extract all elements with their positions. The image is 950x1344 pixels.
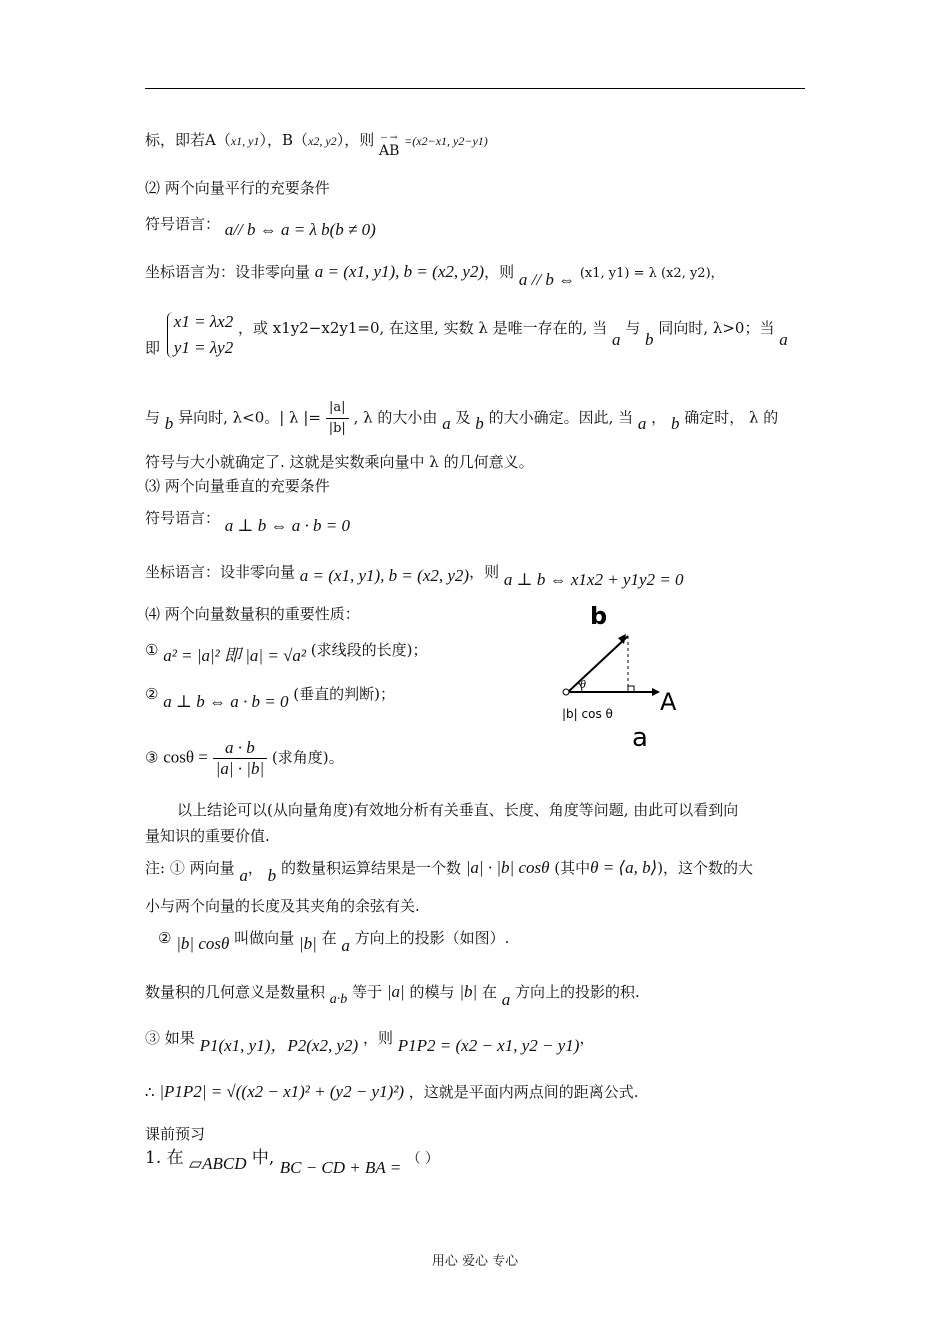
line-symbol-perp <box>145 508 351 535</box>
math: θ = ⟨a, b⟩ <box>590 858 658 877</box>
math: P1(x1, y1)，P2(x2, y2) <box>199 1036 359 1055</box>
section-4-title: ⑷ 两个向量数量积的重要性质： <box>145 605 360 623</box>
math: |P1P2| = √((x2 − x1)² + (y2 − y1)²) <box>159 1082 405 1101</box>
equation-system: x1 = λx2 y1 = λy2 <box>167 312 233 358</box>
label: 符号语言： <box>145 509 221 527</box>
label-theta: θ <box>580 677 586 691</box>
preview-heading: 课前预习 <box>145 1125 206 1143</box>
note-line-1: 注: ① 两向量 a， b 的数量积运算结果是一个数 |a| · |b| cosθ (其中θ = ⟨a, b⟩)，这个数的大 <box>145 858 754 885</box>
text: 同向时, λ>0；当 <box>658 319 775 337</box>
math: |a| · |b| cosθ <box>465 858 550 877</box>
header-rule <box>145 88 805 89</box>
text: 与 <box>625 319 641 337</box>
text: , λ 的大小由 <box>353 408 438 427</box>
property-1: ① a² = |a|² 即 |a| = √a² (求线段的长度)； <box>145 641 428 665</box>
math: |b| <box>298 934 317 953</box>
origin-point <box>563 689 569 695</box>
vector-a-arrowhead <box>652 688 660 696</box>
text: ，或 x1y2−x2y1=0, 在这里, 实数 λ 是唯一存在的, 当 <box>238 319 608 337</box>
question-1: 1. 在 ▱ABCD 中, BC − CD + BA = （ ） <box>145 1148 440 1177</box>
math: (x1, y1) = λ (x2, y2)， <box>579 266 724 281</box>
text: 与 <box>145 408 161 427</box>
label: 符号语言： <box>145 215 221 233</box>
math: a <box>341 936 350 955</box>
projection-figure <box>556 606 696 756</box>
fraction-lambda: $\frac{|a|}{|b|}$ <box>326 398 349 439</box>
line-lambda: 与 b 异向时, λ<0。| λ |= $\frac{|a|}{|b|}$ , λ 的大小由 a 及 b 的大小确定。因此, 当 a ， b 确定时， λ 的 <box>145 398 778 439</box>
line-symbol-parallel <box>145 214 376 239</box>
text: 异向时, λ<0。| λ |= <box>178 408 321 427</box>
text: ，则 <box>484 263 515 281</box>
text: ），B（ <box>259 131 309 149</box>
text: (垂直的判断)； <box>293 685 395 703</box>
distance-formula-line: ∴ |P1P2| = √((x2 − x1)² + (y2 − y1)²) ，这就是平面内两点间的距离公式. <box>145 1082 639 1101</box>
math: a// b ⇔ a = λ b(b ≠ 0) <box>224 220 376 239</box>
line-coordinate-ab <box>145 130 488 159</box>
math: P1P2 = (x2 − x1, y2 − y1) <box>397 1036 580 1055</box>
projection-line: ② |b| cosθ 叫做向量 |b| 在 a 方向上的投影（如图）. <box>158 929 510 955</box>
note-line-2: 小与两个向量的长度及其夹角的余弦有关. <box>145 897 420 915</box>
math: cosθ = <box>163 747 208 767</box>
math: |b| cosθ <box>176 934 230 953</box>
points-line: ③ 如果 P1(x1, y1)，P2(x2, y2) ，则 P1P2 = (x2 − x1, y2 − y1)， <box>145 1029 595 1055</box>
math: a ⊥ b ⇔ a · b = 0 <box>163 692 289 711</box>
fraction-cos: $\frac{a \cdot b}{|a| \cdot |b|}$ <box>213 738 267 779</box>
label: 坐标语言为：设非零向量 <box>145 263 311 281</box>
math: a² = |a|² 即 |a| = √a² <box>163 646 306 665</box>
label: 坐标语言：设非零向量 <box>145 563 296 581</box>
paragraph-line-2: 量知识的重要价值. <box>145 827 270 845</box>
section-2-title: ⑵ 两个向量平行的充要条件 <box>145 179 330 197</box>
vector-ab: -- → AB <box>378 133 400 159</box>
label-projection: |b| cos θ <box>562 707 613 721</box>
label-a: a <box>632 723 648 753</box>
text: (求线段的长度)； <box>310 641 428 659</box>
text: 即 <box>145 339 161 357</box>
property-2: ② a ⊥ b ⇔ a · b = 0 (垂直的判断)； <box>145 685 395 711</box>
math: a <box>501 990 511 1009</box>
vector-b-line <box>568 636 628 692</box>
text: ），则 <box>336 131 375 149</box>
math: a // b ⇔ <box>518 270 576 289</box>
text: 的数量积运算结果是一个数 <box>280 859 461 877</box>
paragraph-line-1: 以上结论可以(从向量角度)有效地分析有关垂直、长度、角度等问题, 由此可以看到向 <box>177 801 739 819</box>
page-footer: 用心 爱心 专心 <box>431 1254 519 1269</box>
math: BC − CD + BA = <box>279 1158 402 1177</box>
answer-blank: （ ） <box>406 1151 440 1167</box>
text: 的大小确定。因此, 当 <box>488 408 634 427</box>
text: ， <box>651 408 667 427</box>
text: (求角度)。 <box>271 748 344 767</box>
line-coord-parallel <box>145 262 724 289</box>
math: x2, y2 <box>308 134 337 148</box>
text: 标，即若A（ <box>145 131 231 149</box>
math: |b| <box>459 982 478 1001</box>
math: a = (x1, y1), b = (x2, y2) <box>314 262 485 281</box>
section-3-title: ⑶ 两个向量垂直的充要条件 <box>145 477 330 495</box>
math: |a| <box>386 982 405 1001</box>
text: 及 <box>455 408 471 427</box>
line-geometric-meaning: 符号与大小就确定了. 这就是实数乘向量中 λ 的几何意义。 <box>145 453 534 471</box>
line-coord-perp <box>145 562 684 589</box>
math: a = (x1, y1), b = (x2, y2) <box>299 566 470 585</box>
property-3: ③ cosθ = $\frac{a \cdot b}{|a| \cdot |b|}$ (求角度)。 <box>145 738 344 778</box>
text: ，则 <box>469 563 500 581</box>
line-system: 即 x1 = λx2 y1 = λy2 ，或 x1y2−x2y1=0, 在这里, 实数 λ 是唯一存在的, 当 a 与 b 同向时, λ>0；当 a <box>145 312 788 357</box>
math: ▱ABCD <box>189 1154 247 1173</box>
text: 确定时， λ 的 <box>684 408 779 427</box>
math: a·b <box>329 992 348 1007</box>
geometric-meaning-line: 数量积的几何意义是数量积 a·b 等于 |a| 的模与 |b| 在 a 方向上的投影的积. <box>145 982 640 1009</box>
math: a ⊥ b ⇔ a · b = 0 <box>224 516 351 535</box>
math: =(x2−x1, y2−y1) <box>404 134 488 148</box>
label-A: A <box>660 688 677 716</box>
label-b: b <box>590 606 608 630</box>
math: x1, y1 <box>230 134 260 148</box>
math: a ⊥ b ⇔ x1x2 + y1y2 = 0 <box>503 570 684 589</box>
